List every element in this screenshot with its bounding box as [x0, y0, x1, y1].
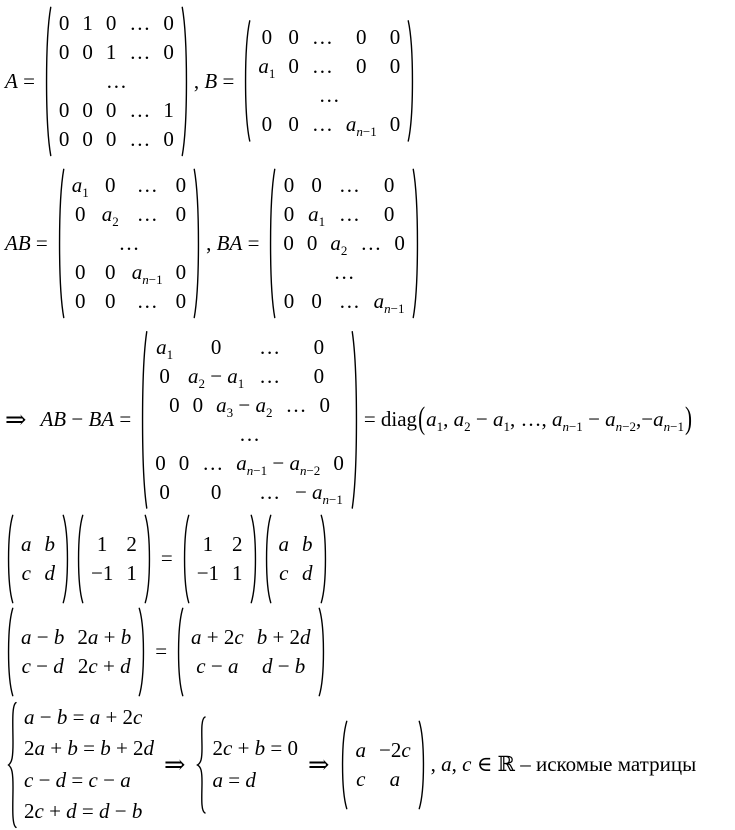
matrix-cell: …: [129, 39, 151, 64]
matrix-cell: −1: [91, 560, 114, 585]
matrix-B: [242, 19, 416, 143]
matrix-cell: …: [311, 54, 333, 79]
matrix-row: [106, 67, 127, 96]
left-paren-icon: [263, 514, 272, 604]
right-paren-icon: [193, 167, 202, 320]
matrix-cell: d: [44, 560, 55, 585]
left-paren-icon: [5, 607, 14, 697]
matrix-cell: …: [338, 172, 360, 197]
matrix-AB: [56, 167, 202, 320]
matrix-cell: …: [285, 392, 307, 417]
formula-label-AB: AB =: [5, 230, 48, 255]
left-brace-icon: [194, 715, 207, 815]
matrix-cell: d: [302, 560, 313, 585]
matrix-cell: 0: [105, 11, 117, 35]
matrix-cell: c: [356, 766, 366, 791]
formula-label-AB-minus-BA: AB − BA =: [40, 406, 132, 431]
matrix-cell: 2: [232, 531, 243, 556]
matrix-AB-minus-BA: [139, 329, 360, 511]
matrix-cell: …: [318, 83, 340, 108]
diag-expression: = $diag(a_1$, $a_2 - a_1$, …, $a_{n-1} - a_{n-2},-a_{n-1}$): [363, 400, 693, 437]
matrix-cell: 0: [283, 201, 295, 226]
matrix-cell: $a_1$: [308, 201, 326, 229]
matrix-cell: $a_2$: [330, 230, 348, 258]
matrix-cell: …: [202, 450, 224, 475]
matrix-cell: 0: [389, 112, 401, 137]
matrix-cell: …: [136, 201, 158, 226]
matrix-1211-right: [181, 514, 259, 604]
matrix-cell: −2c: [378, 737, 411, 762]
matrix-cell: …: [259, 479, 281, 504]
matrix-cell: 0: [319, 392, 330, 417]
left-paren-icon: [242, 19, 251, 143]
right-paren-icon: [407, 19, 416, 143]
right-paren-icon: [250, 514, 259, 604]
matrix-table: [148, 329, 351, 511]
matrix-cell: …: [129, 97, 151, 122]
matrix-answer: [339, 720, 426, 810]
matrix-cell: a: [355, 737, 366, 762]
matrix-table: [84, 514, 144, 604]
matrix-cell: 1: [163, 97, 174, 122]
matrix-cell: 0: [75, 288, 86, 313]
matrix-cell: a − b: [21, 624, 65, 649]
matrix-cell: 0: [306, 230, 318, 255]
matrix-table: [272, 514, 320, 604]
matrix-cell: …: [333, 259, 355, 284]
matrix-cell: 0: [192, 392, 204, 417]
matrix-cell: a: [278, 531, 290, 556]
matrix-cell: 0: [175, 288, 187, 313]
matrix-cell: 2: [126, 531, 137, 556]
matrix-cell: 0: [169, 392, 180, 417]
system-equation: 2c + d = d − b: [24, 799, 143, 823]
matrix-cell: 0: [82, 39, 93, 64]
matrix-table: [14, 607, 138, 697]
matrix-abcd-right: [263, 514, 329, 604]
matrix-cell: 0: [288, 112, 299, 137]
matrix-cell: 0: [175, 259, 187, 284]
matrix-1211-left: [75, 514, 153, 604]
matrix-cell: 0: [313, 363, 325, 388]
matrix-cell: 0: [75, 201, 86, 226]
matrix-cell: 0: [356, 54, 367, 79]
formula-label-BA: , BA =: [206, 230, 260, 255]
matrix-cell: 0: [313, 334, 325, 359]
left-paren-icon: [267, 167, 276, 320]
equation-line-products: [5, 167, 735, 320]
equation-line-expanded-products: [5, 607, 735, 697]
matrix-product-right: [175, 607, 327, 697]
left-paren-icon: [339, 720, 348, 810]
matrix-cell: 0: [105, 288, 116, 313]
equation-system-reduced: [194, 715, 301, 815]
matrix-cell: …: [136, 288, 158, 313]
matrix-cell: 0: [210, 334, 222, 359]
matrix-cell: 1: [105, 39, 117, 64]
equation-line-commutator: [5, 329, 735, 511]
matrix-cell: 0: [105, 97, 117, 122]
implies-arrow-icon: ⇒: [164, 749, 186, 779]
formula-label-A: A =: [5, 68, 35, 93]
matrix-cell: 0: [394, 230, 405, 255]
matrix-cell: 0: [261, 25, 273, 50]
matrix-cell: …: [311, 25, 333, 50]
matrix-cell: 1: [232, 560, 243, 585]
matrix-row: [334, 258, 355, 287]
matrix-cell: 0: [333, 450, 344, 475]
matrix-cell: 0: [105, 259, 116, 284]
matrix-table: [184, 607, 318, 697]
right-paren-icon: [318, 607, 327, 697]
matrix-row: [283, 229, 405, 258]
system-equation: 2a + b = b + 2d: [24, 736, 155, 760]
left-paren-icon: [5, 514, 14, 604]
matrix-BA: [267, 167, 421, 320]
matrix-cell: a: [21, 531, 32, 556]
right-paren-icon: [412, 167, 421, 320]
left-paren-icon: [175, 607, 184, 697]
matrix-cell: c: [21, 560, 31, 585]
matrix-cell: …: [136, 172, 158, 197]
right-paren-icon: [418, 720, 427, 810]
matrix-row: [118, 229, 139, 258]
left-paren-icon: [75, 514, 84, 604]
conclusion-text: , a, c ∈ ℝ – искомые матрицы: [430, 751, 697, 776]
implies-arrow-icon: ⇒: [5, 404, 27, 434]
matrix-cell: 0: [356, 25, 367, 50]
matrix-table: [14, 514, 62, 604]
matrix-cell: 0: [155, 450, 166, 475]
equals-sign: =: [160, 545, 173, 570]
system-rows: [18, 700, 156, 830]
matrix-cell: $a_1$: [71, 172, 89, 201]
matrix-cell: …: [118, 230, 140, 255]
matrix-cell: 1: [202, 531, 214, 556]
matrix-cell: −1: [196, 560, 220, 585]
matrix-cell: $a_1$: [156, 334, 174, 362]
matrix-cell: 0: [283, 230, 294, 255]
right-paren-icon: [62, 514, 71, 604]
matrix-cell: 0: [105, 172, 116, 197]
matrix-cell: …: [239, 421, 261, 446]
system-equation: c − d = c − a: [24, 767, 131, 792]
matrix-cell: 0: [288, 25, 299, 50]
matrix-cell: …: [129, 126, 151, 151]
system-equation: a = d: [212, 767, 256, 792]
matrix-cell: 0: [175, 172, 187, 197]
matrix-cell: $a_1$: [258, 54, 276, 82]
matrix-cell: 1: [82, 11, 93, 35]
matrix-cell: 0: [75, 259, 86, 284]
matrix-row: [155, 449, 344, 478]
system-rows: [207, 715, 301, 815]
matrix-cell: 1: [126, 560, 137, 585]
right-paren-icon: [320, 514, 329, 604]
matrix-A: [43, 5, 190, 158]
matrix-cell: 0: [210, 479, 222, 504]
matrix-cell: $a_{n-1}$: [131, 259, 163, 287]
matrix-cell: 1: [96, 531, 108, 556]
matrix-cell: …: [360, 230, 382, 255]
matrix-table: [251, 19, 407, 143]
matrix-cell: …: [129, 11, 151, 35]
matrix-cell: 0: [82, 97, 93, 122]
matrix-cell: 0: [58, 97, 70, 122]
matrix-table: [52, 5, 181, 158]
matrix-table: [276, 167, 412, 320]
matrix-cell: 0: [389, 54, 401, 79]
matrix-cell: 0: [58, 11, 70, 35]
matrix-table: [190, 514, 250, 604]
system-equation: a − b = a + 2c: [24, 704, 143, 729]
matrix-cell: 0: [383, 201, 395, 226]
equation-system-four: [5, 700, 156, 830]
matrix-cell: 0: [58, 126, 70, 151]
matrix-cell: 0: [283, 288, 295, 313]
matrix-cell: …: [338, 288, 360, 313]
matrix-cell: a + 2c: [191, 624, 244, 649]
right-paren-icon: [138, 607, 147, 697]
matrix-cell: 0: [159, 479, 170, 504]
matrix-cell: 0: [58, 39, 70, 64]
left-paren-icon: [139, 329, 148, 511]
matrix-cell: 2a + b: [77, 624, 132, 649]
matrix-cell: 0: [159, 363, 170, 388]
matrix-cell: b: [302, 531, 313, 556]
left-paren-icon: [56, 167, 65, 320]
matrix-product-left: [5, 607, 147, 697]
matrix-cell: a: [389, 766, 401, 791]
matrix-cell: $a_{n-1}$: [373, 288, 405, 316]
left-paren-icon: [181, 514, 190, 604]
matrix-cell: 0: [311, 172, 322, 197]
matrix-cell: c − a: [196, 653, 239, 678]
matrix-cell: $a_3 - a_2$: [216, 392, 273, 420]
matrix-table: [348, 720, 417, 810]
right-paren-icon: [181, 5, 190, 158]
matrix-cell: 0: [261, 112, 273, 137]
equation-line-commuting-condition: [5, 514, 735, 604]
matrix-cell: …: [105, 68, 127, 93]
matrix-cell: $a_2$: [101, 201, 119, 229]
matrix-cell: b + 2d: [256, 624, 311, 649]
matrix-cell: d − b: [261, 653, 306, 678]
matrix-cell: …: [259, 334, 281, 359]
matrix-row: [319, 81, 340, 110]
left-paren-icon: [43, 5, 52, 158]
matrix-cell: …: [259, 363, 281, 388]
matrix-cell: 0: [163, 126, 174, 151]
matrix-row: [239, 420, 260, 449]
equation-line-solution: [5, 700, 735, 830]
matrix-cell: 0: [82, 126, 93, 151]
matrix-cell: 0: [311, 288, 322, 313]
matrix-cell: $a_{n-1}$: [345, 112, 377, 140]
matrix-cell: 0: [163, 39, 174, 64]
equals-sign: =: [155, 638, 168, 663]
matrix-cell: b: [44, 531, 55, 556]
matrix-cell: − $a_{n-1}$: [294, 479, 343, 507]
equation-line-definitions: [5, 5, 735, 158]
matrix-cell: c − d: [21, 653, 64, 678]
matrix-cell: 2c + d: [77, 653, 131, 678]
matrix-row: [169, 391, 330, 420]
matrix-cell: 0: [105, 126, 117, 151]
matrix-cell: 0: [283, 172, 295, 197]
matrix-abcd-left: [5, 514, 71, 604]
left-brace-icon: [5, 700, 18, 830]
matrix-cell: 0: [178, 450, 190, 475]
matrix-cell: …: [311, 112, 333, 137]
matrix-cell: 0: [389, 25, 401, 50]
matrix-cell: …: [338, 201, 360, 226]
matrix-cell: 0: [383, 172, 395, 197]
matrix-table: [65, 167, 193, 320]
formula-label-B: , B =: [193, 68, 235, 93]
right-paren-icon: [144, 514, 153, 604]
matrix-cell: $a_2 - a_1$: [187, 363, 245, 391]
matrix-cell: 0: [163, 11, 174, 35]
right-paren-icon: [351, 329, 360, 511]
implies-arrow-icon: ⇒: [308, 749, 330, 779]
matrix-cell: 0: [175, 201, 187, 226]
matrix-cell: $a_{n-1} - a_{n-2}$: [236, 450, 321, 478]
matrix-cell: c: [279, 560, 289, 585]
system-equation: 2c + b = 0: [212, 736, 299, 760]
matrix-cell: 0: [288, 54, 299, 79]
